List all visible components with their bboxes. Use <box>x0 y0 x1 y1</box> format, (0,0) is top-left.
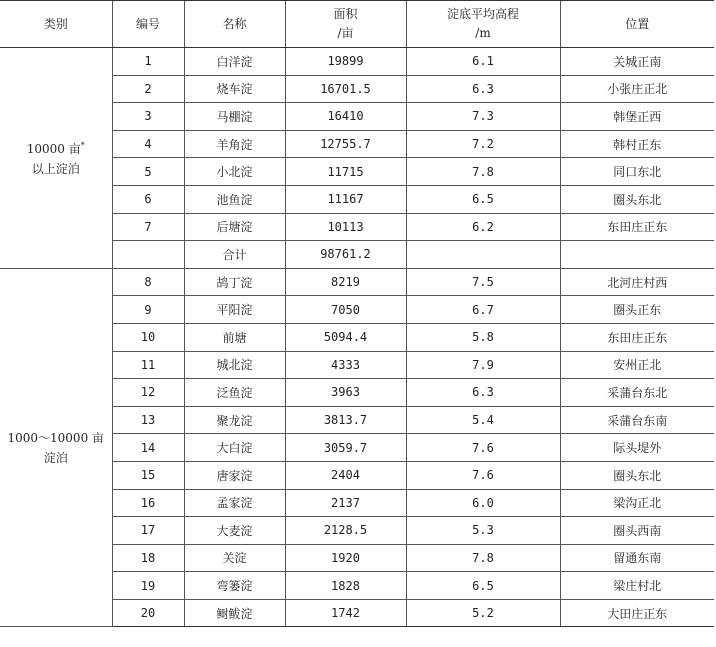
area-cell: 4333 <box>285 351 406 379</box>
number-cell: 15 <box>112 461 184 489</box>
table-row <box>0 268 714 296</box>
location-cell: 圈头西南 <box>560 517 714 545</box>
elevation-cell: 7.3 <box>406 103 560 131</box>
elevation-cell: 6.5 <box>406 185 560 213</box>
number-cell: 7 <box>112 213 184 241</box>
table-body <box>0 48 714 627</box>
location-cell: 圈头正东 <box>560 296 714 324</box>
total-label: 合计 <box>184 241 285 269</box>
location-cell: 东田庄正东 <box>560 213 714 241</box>
elevation-cell: 5.3 <box>406 517 560 545</box>
area-cell: 12755.7 <box>285 130 406 158</box>
elevation-cell: 7.6 <box>406 461 560 489</box>
name-cell: 烧车淀 <box>184 75 285 103</box>
elevation-cell: 7.9 <box>406 351 560 379</box>
area-cell: 19899 <box>285 48 406 76</box>
number-cell: 4 <box>112 130 184 158</box>
number-cell: 17 <box>112 517 184 545</box>
elevation-cell: 6.1 <box>406 48 560 76</box>
number-cell: 6 <box>112 185 184 213</box>
header-area-unit: /亩 <box>337 26 354 40</box>
number-cell: 1 <box>112 48 184 76</box>
elevation-cell: 7.8 <box>406 158 560 186</box>
category-cell <box>0 268 112 627</box>
elevation-cell: 6.5 <box>406 572 560 600</box>
elevation-cell: 5.4 <box>406 406 560 434</box>
elevation-cell: 6.2 <box>406 213 560 241</box>
name-cell: 羊角淀 <box>184 130 285 158</box>
table-header <box>0 1 714 48</box>
elevation-cell: 6.3 <box>406 75 560 103</box>
header-elevation-label: 淀底平均高程 <box>446 7 519 21</box>
location-cell: 同口东北 <box>560 158 714 186</box>
elevation-cell <box>406 241 560 269</box>
elevation-cell: 6.3 <box>406 379 560 407</box>
category-label-large-lakes <box>0 142 112 179</box>
header-elevation-unit: /m <box>475 26 491 40</box>
name-cell: 平阳淀 <box>184 296 285 324</box>
name-cell: 孟家淀 <box>184 489 285 517</box>
elevation-cell: 7.2 <box>406 130 560 158</box>
location-cell: 韩堡正西 <box>560 103 714 131</box>
number-cell: 16 <box>112 489 184 517</box>
table-row <box>0 48 714 76</box>
number-cell <box>112 241 184 269</box>
header-area <box>285 1 406 48</box>
location-cell: 安州正北 <box>560 351 714 379</box>
location-cell: 圈头东北 <box>560 461 714 489</box>
area-cell: 3059.7 <box>285 434 406 462</box>
name-cell: 鲥鲅淀 <box>184 599 285 627</box>
name-cell: 大白淀 <box>184 434 285 462</box>
footnote-mark: * <box>80 141 85 151</box>
category-line: 10000 亩 <box>26 142 81 157</box>
location-cell: 采蒲台东南 <box>560 406 714 434</box>
area-cell: 1828 <box>285 572 406 600</box>
category-cell <box>0 48 112 269</box>
name-cell: 城北淀 <box>184 351 285 379</box>
name-cell: 大麦淀 <box>184 517 285 545</box>
area-cell: 16701.5 <box>285 75 406 103</box>
location-cell: 小张庄正北 <box>560 75 714 103</box>
elevation-cell: 7.5 <box>406 268 560 296</box>
area-cell: 1742 <box>285 599 406 627</box>
number-cell: 10 <box>112 323 184 351</box>
header-number: 编号 <box>112 1 184 48</box>
number-cell: 19 <box>112 572 184 600</box>
location-cell: 韩村正东 <box>560 130 714 158</box>
number-cell: 11 <box>112 351 184 379</box>
location-cell: 留通东南 <box>560 544 714 572</box>
header-category: 类别 <box>0 1 112 48</box>
area-cell: 10113 <box>285 213 406 241</box>
name-cell: 泛鱼淀 <box>184 379 285 407</box>
location-cell: 梁庄村北 <box>560 572 714 600</box>
total-area: 98761.2 <box>285 241 406 269</box>
elevation-cell: 6.0 <box>406 489 560 517</box>
number-cell: 5 <box>112 158 184 186</box>
area-cell: 2137 <box>285 489 406 517</box>
number-cell: 13 <box>112 406 184 434</box>
area-cell: 7050 <box>285 296 406 324</box>
number-cell: 8 <box>112 268 184 296</box>
location-cell: 东田庄正东 <box>560 323 714 351</box>
header-row <box>0 1 714 48</box>
name-cell: 池鱼淀 <box>184 185 285 213</box>
number-cell: 18 <box>112 544 184 572</box>
header-area-label: 面积 <box>333 7 358 21</box>
area-cell: 11167 <box>285 185 406 213</box>
name-cell: 鸪丁淀 <box>184 268 285 296</box>
location-cell: 梁沟正北 <box>560 489 714 517</box>
number-cell: 9 <box>112 296 184 324</box>
name-cell: 唐家淀 <box>184 461 285 489</box>
elevation-cell: 6.7 <box>406 296 560 324</box>
name-cell: 白洋淀 <box>184 48 285 76</box>
area-cell: 1920 <box>285 544 406 572</box>
header-elevation <box>406 1 560 48</box>
elevation-cell: 5.2 <box>406 599 560 627</box>
location-cell: 圈头东北 <box>560 185 714 213</box>
area-cell: 16410 <box>285 103 406 131</box>
name-cell: 小北淀 <box>184 158 285 186</box>
number-cell: 20 <box>112 599 184 627</box>
number-cell: 14 <box>112 434 184 462</box>
name-cell: 聚龙淀 <box>184 406 285 434</box>
area-cell: 2404 <box>285 461 406 489</box>
area-cell: 11715 <box>285 158 406 186</box>
name-cell: 弯篓淀 <box>184 572 285 600</box>
area-cell: 3813.7 <box>285 406 406 434</box>
category-line: 1000～10000 亩 <box>7 430 105 445</box>
header-location: 位置 <box>560 1 714 48</box>
location-cell: 关城正南 <box>560 48 714 76</box>
area-cell: 8219 <box>285 268 406 296</box>
category-line: 淀泊 <box>43 450 68 465</box>
location-cell: 采蒲台东北 <box>560 379 714 407</box>
header-name: 名称 <box>184 1 285 48</box>
number-cell: 3 <box>112 103 184 131</box>
category-line: 以上淀泊 <box>31 162 80 177</box>
location-cell <box>560 241 714 269</box>
elevation-cell: 7.6 <box>406 434 560 462</box>
number-cell: 12 <box>112 379 184 407</box>
area-cell: 2128.5 <box>285 517 406 545</box>
name-cell: 后塘淀 <box>184 213 285 241</box>
elevation-cell: 7.8 <box>406 544 560 572</box>
number-cell: 2 <box>112 75 184 103</box>
name-cell: 前塘 <box>184 323 285 351</box>
location-cell: 大田庄正东 <box>560 599 714 627</box>
name-cell: 马棚淀 <box>184 103 285 131</box>
area-cell: 5094.4 <box>285 323 406 351</box>
elevation-cell: 5.8 <box>406 323 560 351</box>
category-label-medium-lakes <box>0 428 112 468</box>
name-cell: 关淀 <box>184 544 285 572</box>
location-cell: 北河庄村西 <box>560 268 714 296</box>
location-cell: 际头堤外 <box>560 434 714 462</box>
area-cell: 3963 <box>285 379 406 407</box>
